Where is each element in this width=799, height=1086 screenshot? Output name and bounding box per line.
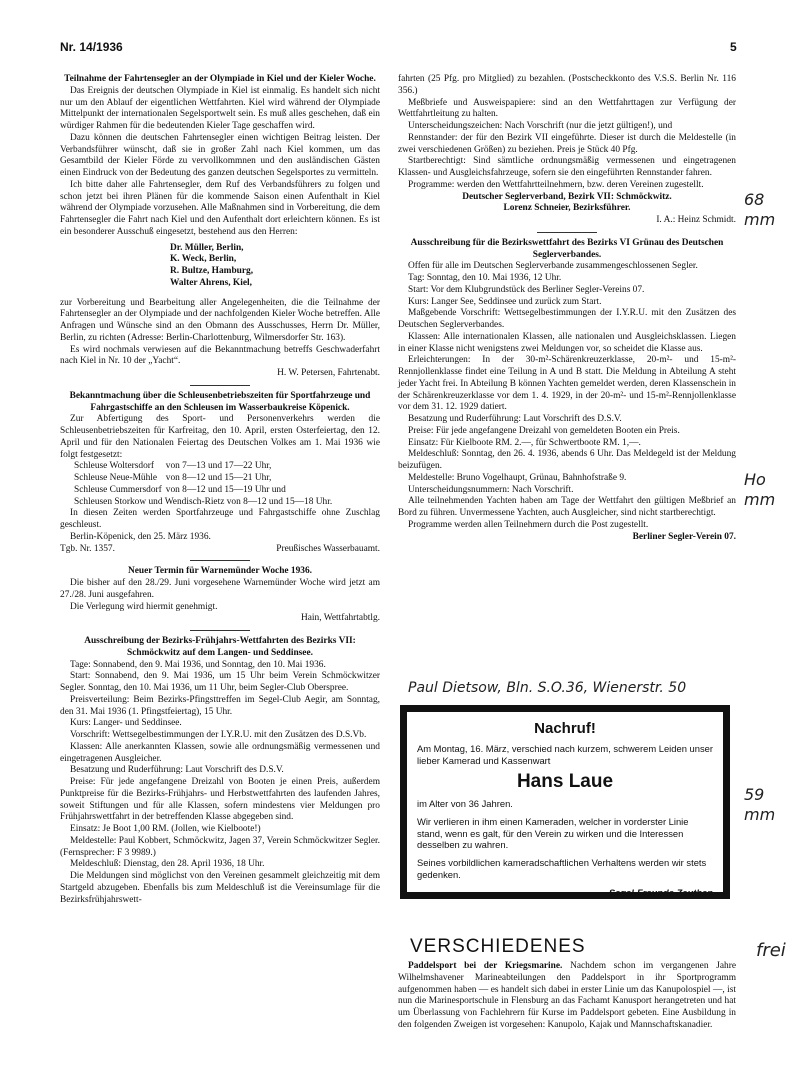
bezirk7-item: Preisverteilung: Beim Bezirks-Pfingsttreffen im Segel-Club Aegir, am Sonntag, den 31. Mai 1936 (1. Pfingstfeiertag), 15 Uhr. [60,694,380,717]
warnemuende-p1: Die bisher auf den 28./29. Juni vorgesehene Warnemünder Woche wird jetzt am 27./28. Juni ausgefahren. [60,578,380,600]
bezirk6-item: Erleichterungen: In der 30-m²-Schärenkreuzerklasse, 20-m²- und 15-m²-Rennjollenklasse findet eine Teilung in A und B statt. Die Meldung in Abteilung A steht jeder Yacht frei. In Abteilung B können Yachten gemeldet werden, deren Klassenschein in der Schärenkreuzerklasse vor dem 1. 4. 1929, in der 20-m²- und 15-m²-Rennjollenklasse vor dem 31. 12. 1929 datiert. [398,355,736,413]
article-bezirk6 [398,238,736,544]
right-column [398,74,736,543]
schleusen-place: Berlin-Köpenick, den 25. März 1936. [70,531,211,542]
schleusen-footer [60,544,380,556]
bezirk6-item: Unterscheidungsnummern: Nach Vorschrift. [408,484,574,495]
bezirk7-title: Ausschreibung der Bezirks-Frühjahrs-Wettfahrten des Bezirks VII: Schmöckwitz auf dem Langen- und Seddinsee. [84,636,356,658]
bezirk7-cont-item: Rennstander: der für den Bezirk VII eingeführte. Dieser ist durch die Meldestelle (in zwei verschiedenen Größen) zu beziehen. Preis je Stück 40 Pfg. [398,132,736,155]
bezirk7-item: Preise: Für jede angefangene Dreizahl von Booten je einen Preis, außerdem Punktpreise für die Bezirks-Frühjahrs- und Herbstwettfahrten des laufenden Jahres, soweit Stiftungen und für alle Klassen, sofern mindestens vier Meldungen pro Frühjahrswettfahrt in der betreffenden Klasse abgegeben sind. [60,777,380,823]
warnemuende-title: Neuer Termin für Warnemünder Woche 1936. [127,566,313,577]
bezirk6-title: Ausschreibung für die Bezirkswettfahrt des Bezirks VI Grünau des Deutschen Seglerverbandes. [410,237,724,260]
bezirk7-cont-item: fahrten (25 Pfg. pro Mitglied) zu bezahlen. (Postscheckkonto des V.S.S. Berlin Nr. 116 356.) [398,74,736,96]
committee-name: K. Weck, Berlin, [170,254,237,265]
bezirk6-item: Einsatz: Für Kielboote RM. 2.—, für Schwertboote RM. 1,—. [408,437,641,448]
bezirk6-item: Kurs: Langer See, Seddinsee und zurück zum Start. [408,296,602,307]
olympia-p1: Das Ereignis der deutschen Olympiade in Kiel ist einmalig. Es handelt sich nicht nur um den Ablauf der eigentlichen Wettfahrten. Kiel wird während der Olympiade Mittelpunkt der internationalen Segelsportwelt sein. Es muß alles geschehen, daß ein würdiger Rahmen für die bedeutenden Kieler Tage geschaffen wird. [60,85,380,131]
committee-names [170,243,380,290]
schleusen-title: Bekanntmachung über die Schleusenbetriebszeiten für Sportfahrzeuge und Fahrgastschiffe an den Schleusen im Wasserbaukreise Köpenick. [69,390,371,413]
bezirk6-item: Klassen: Alle internationalen Klassen, alle nationalen und Ausgleichsklassen. Liegen in einer Klasse nicht wenigstens zwei Meldungen vor, so scheidet die Klasse aus. [398,331,736,354]
lock-name: Schleuse Woltersdorf [74,461,155,472]
bezirk7-item: Klassen: Alle anerkannten Klassen, sowie alle ordnungsmäßig vermessenen und eingetragenen Ausgleicher. [60,741,380,764]
bezirk7-item: Meldeschluß: Dienstag, den 28. April 1936, 18 Uhr. [70,859,265,870]
bezirk7-item: Besatzung und Ruderführung: Laut Vorschrift des D.S.V. [70,765,284,776]
article-paddelsport [398,961,736,1032]
obituary-title: Nachruf! [534,720,596,737]
bezirk6-item: Preise: Für jede angefangene Dreizahl von gemeldeten Booten ein Preis. [408,425,680,436]
obituary-sign: Segel-Freunde Zeuthen [608,886,713,898]
bezirk6-item: Programme werden allen Teilnehmern durch die Post zugestellt. [408,519,649,530]
table-row [74,473,290,485]
committee-name: R. Bultze, Hamburg, [170,266,254,276]
bezirk6-item: Tag: Sonntag, den 10. Mai 1936, 12 Uhr. [408,273,562,283]
warnemuende-p2: Die Verlegung wird hiermit genehmigt. [70,601,218,612]
obituary-age: im Alter von 36 Jahren. [417,798,513,809]
lock-time: von 8—12 und 15—19 Uhr und [165,484,286,495]
table-row [74,485,290,497]
olympia-sign: H. W. Petersen, Fahrtenabt. [277,368,380,378]
handwritten-note: Ho mm [744,470,776,509]
schleusen-table [74,461,290,496]
bezirk7-item: Die Meldungen sind möglichst von den Vereinen gesammelt gleichzeitig mit dem Startgeld abzugeben. Ebenfalls bis zum Meldeschluß ist die Vereinsumlage für die Bezirksfrühjahrswett- [60,871,380,905]
section-title-verschiedenes: VERSCHIEDENES [410,936,586,957]
obituary-box [400,705,730,899]
bezirk7-item: Vorschrift: Wettsegelbestimmungen der I.Y.R.U. mit den Zusätzen des D.S.Vb. [70,730,367,740]
bezirk6-item: Alle teilnehmenden Yachten haben am Tage der Wettfahrt den gültigen Meßbrief an Bord zu führen. Unvermessene Yachten, auch Ausgleicher, sind nicht startberechtigt. [398,496,736,518]
olympia-p5: Es wird nochmals verwiesen auf die Bekanntmachung betreffs Geschwaderfahrt nach Kiel in Nr. 10 der „Yacht“. [60,344,380,367]
olympia-title: Teilnahme der Fahrtensegler an der Olympiade in Kiel und der Kieler Woche. [64,74,376,84]
bezirk6-item: Meldeschluß: Sonntag, den 26. 4. 1936, abends 6 Uhr. Das Meldegeld ist der Meldung beizufügen. [398,449,736,471]
divider [190,630,250,631]
page-number: 5 [730,40,737,54]
warnemuende-sign: Hain, Wettfahrtabtlg. [301,613,380,624]
bezirk7-cont-item: Programme: werden den Wettfahrtteilnehmern, bzw. deren Vereinen zugestellt. [408,179,704,190]
obituary-p2: Seines vorbildlichen kameradschaftlichen Verhaltens werden wir stets gedenken. [417,857,707,880]
bezirk6-item: Offen für alle im Deutschen Seglerverbande zusammengeschlossenen Segler. [408,261,698,272]
paddelsport-text: Nachdem schon im vergangenen Jahre Wilhelmshavener Marineabteilungen den Paddelsport in ihr Sportprogramm aufgenommen haben — es handelt sich dabei in erster Linie um das Kanupolospiel —, ist nun die Marinesportschule in Flensburg an das Fachamt Kanusport herangetreten und hat um Überlassung von Fachlehrern für Kurse im Paddelsport gebeten. Eine Ausbildung in den folgenden Zweigen ist vorgesehen: Kanupolo, Kajak und Mannschaftskanadier. [398,961,736,1030]
lock-name: Schleuse Neue-Mühle [74,473,158,483]
article-bezirk7 [60,636,380,906]
lock-name: Schleuse Cummersdorf [74,484,162,495]
bezirk7-sign2: Lorenz Schneier, Bezirksführer. [503,203,631,214]
schleusen-tgb: Tgb. Nr. 1357. [60,543,115,554]
schleusen-p2: In diesen Zeiten werden Sportfahrzeuge und Fahrgastschiffe ohne Zuschlag geschleust. [60,508,380,530]
table-row [74,461,290,473]
bezirk6-sign: Berliner Segler-Verein 07. [632,531,736,542]
obituary-name: Hans Laue [516,771,614,793]
committee-name: Walter Ahrens, Kiel, [170,277,252,288]
bezirk7-sign3: I. A.: Heinz Schmidt. [656,215,736,225]
bezirk7-item: Kurs: Langer- und Seddinsee. [70,718,182,729]
schleusen-last: Schleusen Storkow und Wendisch-Rietz von 8—12 und 15—18 Uhr. [74,496,333,507]
committee-name: Dr. Müller, Berlin, [170,242,244,253]
bezirk7-sign1: Deutscher Seglerverband, Bezirk VII: Schmöckwitz. [462,191,672,202]
paddelsport-lead: Paddelsport bei der Kriegsmarine. [408,961,563,971]
bezirk7-item: Meldestelle: Paul Kobbert, Schmöckwitz, Jagen 37, Verein Schmöckwitzer Segler. (Fernsprecher: F 3 9989.) [60,835,380,858]
article-schleusen [60,391,380,556]
olympia-p3: Ich bitte daher alle Fahrtensegler, dem Ruf des Verbandsführers zu folgen und schon jetzt bei ihren Plänen für die kommende Saison einen Aufenthalt in Kiel während der Olympiade vorzusehen. Alle Maßnahmen sind in Vorbereitung, die dem Fahrtensegler die Fahrt nach Kiel und den Aufenthalt dort erleichtern können. Es ist ein besonderer Ausschuß eingesetzt, bestehend aus den Herren: [60,179,380,237]
schleusen-p1: Zur Abfertigung des Sport- und Personenverkehrs werden die Schleusenbetriebszeiten für Karfreitag, den 10. April, ersten Osterfeiertag, den 12. April und für den Nationalen Feiertag des Deutschen Volkes am 1. Mai 1936 wie folgt festgesetzt: [60,414,380,460]
handwritten-address: Paul Dietsow, Bln. S.O.36, Wienerstr. 50 [408,680,687,696]
olympia-p4: zur Vorbereitung und Bearbeitung aller Angelegenheiten, die die Teilnahme der Fahrtensegler an der Olympiade und der nachfolgenden Kieler Woche betreffen. Alle Anfragen und Wünsche sind an den Obmann des Ausschusses, Herrn Dr. Müller, Berlin, zu richten (Adresse: Berlin-Charlottenburg, Wilmersdorfer Str. 163). [60,297,380,343]
article-warnemuende [60,566,380,625]
bezirk6-item: Besatzung und Ruderführung: Laut Vorschrift des D.S.V. [408,414,622,424]
bezirk7-cont-item: Unterscheidungszeichen: Nach Vorschrift (nur die jetzt gültigen!), und [408,121,673,131]
handwritten-note: 68 mm [744,190,776,229]
lock-time: von 8—12 und 15—21 Uhr, [165,473,272,483]
article-olympia [60,74,380,380]
divider [537,232,597,233]
lock-time: von 7—13 und 17—22 Uhr, [165,461,272,472]
obituary-p1: Wir verlieren in ihm einen Kameraden, welcher in vorderster Linie stand, wenn es galt, für den Verein zu wirken und die Interessen desselben zu wahren. [417,815,689,851]
bezirk7-item: Tage: Sonnabend, den 9. Mai 1936, und Sonntag, den 10. Mai 1936. [70,659,326,670]
bezirk6-item: Maßgebende Vorschrift: Wettsegelbestimmungen der I.Y.R.U. mit den Zusätzen des Deutschen Seglerverbandes. [398,308,736,330]
bezirk6-item: Start: Vor dem Klubgrundstück des Berliner Segler-Vereins 07. [408,284,645,295]
olympia-p2: Dazu können die deutschen Fahrtensegler einen wichtigen Beitrag leisten. Der Verbandsführer wünscht, daß sie in großer Zahl nach Kiel kommen, um das Gesamtbild der Kieler Förde zu vervollkommnen und den ausländischen Gästen einen Eindruck von der Bedeutung des ganzen deutschen Segelsportes zu vermitteln. [60,132,380,178]
bezirk7-continued [398,74,736,227]
bezirk7-item: Einsatz: Je Boot 1,00 RM. (Jollen, wie Kielboote!) [70,824,261,834]
handwritten-note: frei [756,940,786,961]
obituary-intro: Am Montag, 16. März, verschied nach kurzem, schwerem Leiden unser lieber Kamerad und Kassenwart [417,742,713,766]
bezirk7-cont-item: Meßbriefe und Ausweispapiere: sind an den Wettfahrttagen zur Verfügung der Wettfahrtleitung zu halten. [398,97,736,120]
handwritten-note: 59 mm [744,785,776,824]
schleusen-authority: Preußisches Wasserbauamt. [276,543,380,554]
divider [190,560,250,561]
divider [190,385,250,386]
issue-number: Nr. 14/1936 [60,40,123,54]
bezirk6-item: Meldestelle: Bruno Vogelhaupt, Grünau, Bahnhofstraße 9. [408,472,627,483]
bezirk7-item: Start: Sonnabend, den 9. Mai 1936, um 15 Uhr beim Verein Schmöckwitzer Segler. Sonntag, den 10. Mai 1936, um 11 Uhr, beim Segler-Club Oberspree. [60,671,380,693]
left-column [60,74,380,906]
bezirk7-cont-item: Startberechtigt: Sind sämtliche ordnungsmäßig vermessenen und eingetragenen Klassen- und Ausgleichsfahrzeuge, sofern sie den eingeführten Rennstander fahren. [398,156,736,178]
